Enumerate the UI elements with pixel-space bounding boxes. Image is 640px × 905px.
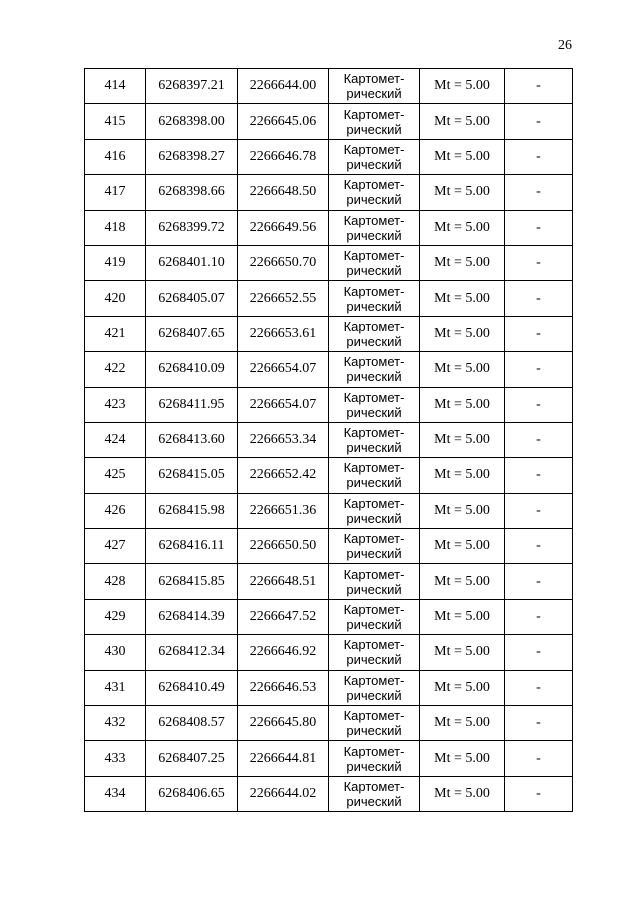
x-coordinate-cell: 6268406.65 xyxy=(146,776,238,811)
y-coordinate-cell: 2266653.61 xyxy=(238,316,329,351)
method-line-2: рический xyxy=(346,617,402,633)
x-coordinate-cell: 6268399.72 xyxy=(146,210,238,245)
method-cell xyxy=(329,422,420,457)
x-coordinate-cell: 6268413.60 xyxy=(146,422,238,457)
note-cell: - xyxy=(505,635,573,670)
y-coordinate-cell: 2266645.06 xyxy=(238,104,329,139)
method-line-2: рический xyxy=(346,758,402,774)
method-line-2: рический xyxy=(346,192,402,208)
note-cell: - xyxy=(505,529,573,564)
method-line-2: рический xyxy=(346,723,402,739)
method-line-1: Картомет- xyxy=(343,425,405,441)
note-cell: - xyxy=(505,387,573,422)
method-cell xyxy=(329,670,420,705)
point-number-cell: 433 xyxy=(85,741,146,776)
note-cell: - xyxy=(505,69,573,104)
method-line-1: Картомет- xyxy=(343,212,405,228)
point-number-cell: 429 xyxy=(85,599,146,634)
x-coordinate-cell: 6268415.85 xyxy=(146,564,238,599)
method-line-2: рический xyxy=(346,510,402,526)
table-row xyxy=(85,175,573,210)
y-coordinate-cell: 2266651.36 xyxy=(238,493,329,528)
x-coordinate-cell: 6268407.65 xyxy=(146,316,238,351)
point-number-cell: 414 xyxy=(85,69,146,104)
method-line-1: Картомет- xyxy=(343,566,405,582)
method-line-1: Картомет- xyxy=(343,708,405,724)
table-row xyxy=(85,387,573,422)
table-row xyxy=(85,670,573,705)
method-cell xyxy=(329,458,420,493)
y-coordinate-cell: 2266649.56 xyxy=(238,210,329,245)
x-coordinate-cell: 6268415.98 xyxy=(146,493,238,528)
point-number-cell: 422 xyxy=(85,352,146,387)
accuracy-cell: Mt = 5.00 xyxy=(420,69,505,104)
method-line-2: рический xyxy=(346,581,402,597)
note-cell: - xyxy=(505,281,573,316)
table-row xyxy=(85,706,573,741)
y-coordinate-cell: 2266652.55 xyxy=(238,281,329,316)
table-row xyxy=(85,104,573,139)
page-number: 26 xyxy=(558,38,572,53)
x-coordinate-cell: 6268398.66 xyxy=(146,175,238,210)
method-line-2: рический xyxy=(346,794,402,809)
method-line-2: рический xyxy=(346,227,402,243)
method-line-1: Картомет- xyxy=(343,779,405,794)
y-coordinate-cell: 2266646.53 xyxy=(238,670,329,705)
method-line-2: рический xyxy=(346,298,402,314)
method-line-2: рический xyxy=(346,687,402,703)
table-row xyxy=(85,776,573,811)
method-line-1: Картомет- xyxy=(343,354,405,370)
method-line-2: рический xyxy=(346,404,402,420)
point-number-cell: 430 xyxy=(85,635,146,670)
table-row xyxy=(85,599,573,634)
point-number-cell: 415 xyxy=(85,104,146,139)
x-coordinate-cell: 6268411.95 xyxy=(146,387,238,422)
method-line-1: Картомет- xyxy=(343,389,405,405)
accuracy-cell: Mt = 5.00 xyxy=(420,599,505,634)
table-row xyxy=(85,741,573,776)
method-line-2: рический xyxy=(346,546,402,562)
point-number-cell: 432 xyxy=(85,706,146,741)
y-coordinate-cell: 2266654.07 xyxy=(238,387,329,422)
point-number-cell: 424 xyxy=(85,422,146,457)
point-number-cell: 421 xyxy=(85,316,146,351)
point-number-cell: 420 xyxy=(85,281,146,316)
point-number-cell: 416 xyxy=(85,139,146,174)
accuracy-cell: Mt = 5.00 xyxy=(420,670,505,705)
note-cell: - xyxy=(505,706,573,741)
table-row xyxy=(85,139,573,174)
x-coordinate-cell: 6268398.27 xyxy=(146,139,238,174)
method-line-1: Картомет- xyxy=(343,637,405,653)
y-coordinate-cell: 2266652.42 xyxy=(238,458,329,493)
table-row xyxy=(85,352,573,387)
accuracy-cell: Mt = 5.00 xyxy=(420,316,505,351)
method-cell xyxy=(329,529,420,564)
accuracy-cell: Mt = 5.00 xyxy=(420,564,505,599)
note-cell: - xyxy=(505,316,573,351)
x-coordinate-cell: 6268410.09 xyxy=(146,352,238,387)
y-coordinate-cell: 2266648.51 xyxy=(238,564,329,599)
point-number-cell: 434 xyxy=(85,776,146,811)
note-cell: - xyxy=(505,458,573,493)
table-row xyxy=(85,245,573,280)
note-cell: - xyxy=(505,352,573,387)
note-cell: - xyxy=(505,245,573,280)
accuracy-cell: Mt = 5.00 xyxy=(420,458,505,493)
table-row xyxy=(85,281,573,316)
point-number-cell: 427 xyxy=(85,529,146,564)
y-coordinate-cell: 2266646.92 xyxy=(238,635,329,670)
table-row xyxy=(85,210,573,245)
accuracy-cell: Mt = 5.00 xyxy=(420,175,505,210)
note-cell: - xyxy=(505,670,573,705)
method-cell xyxy=(329,776,420,811)
point-number-cell: 425 xyxy=(85,458,146,493)
method-line-1: Картомет- xyxy=(343,318,405,334)
y-coordinate-cell: 2266650.70 xyxy=(238,245,329,280)
method-cell xyxy=(329,706,420,741)
accuracy-cell: Mt = 5.00 xyxy=(420,493,505,528)
method-line-2: рический xyxy=(346,652,402,668)
note-cell: - xyxy=(505,104,573,139)
method-cell xyxy=(329,316,420,351)
method-line-1: Картомет- xyxy=(343,531,405,547)
accuracy-cell: Mt = 5.00 xyxy=(420,706,505,741)
note-cell: - xyxy=(505,599,573,634)
note-cell: - xyxy=(505,139,573,174)
method-line-1: Картомет- xyxy=(343,602,405,618)
method-cell xyxy=(329,741,420,776)
accuracy-cell: Mt = 5.00 xyxy=(420,104,505,139)
note-cell: - xyxy=(505,493,573,528)
point-number-cell: 431 xyxy=(85,670,146,705)
method-line-1: Картомет- xyxy=(343,460,405,476)
table-row xyxy=(85,422,573,457)
accuracy-cell: Mt = 5.00 xyxy=(420,422,505,457)
x-coordinate-cell: 6268414.39 xyxy=(146,599,238,634)
accuracy-cell: Mt = 5.00 xyxy=(420,245,505,280)
x-coordinate-cell: 6268401.10 xyxy=(146,245,238,280)
method-line-2: рический xyxy=(346,263,402,279)
accuracy-cell: Mt = 5.00 xyxy=(420,529,505,564)
x-coordinate-cell: 6268407.25 xyxy=(146,741,238,776)
y-coordinate-cell: 2266650.50 xyxy=(238,529,329,564)
method-line-1: Картомет- xyxy=(343,106,405,122)
y-coordinate-cell: 2266653.34 xyxy=(238,422,329,457)
table-row xyxy=(85,69,573,104)
method-line-2: рический xyxy=(346,475,402,491)
coordinates-table xyxy=(84,68,573,812)
table-row xyxy=(85,529,573,564)
accuracy-cell: Mt = 5.00 xyxy=(420,210,505,245)
accuracy-cell: Mt = 5.00 xyxy=(420,139,505,174)
method-line-1: Картомет- xyxy=(343,743,405,759)
method-cell xyxy=(329,104,420,139)
method-cell xyxy=(329,175,420,210)
x-coordinate-cell: 6268398.00 xyxy=(146,104,238,139)
y-coordinate-cell: 2266648.50 xyxy=(238,175,329,210)
method-cell xyxy=(329,139,420,174)
method-line-2: рический xyxy=(346,156,402,172)
method-cell xyxy=(329,599,420,634)
table-row xyxy=(85,316,573,351)
point-number-cell: 428 xyxy=(85,564,146,599)
method-line-2: рический xyxy=(346,86,402,102)
method-line-1: Картомет- xyxy=(343,495,405,511)
method-cell xyxy=(329,210,420,245)
method-line-1: Картомет- xyxy=(343,248,405,264)
method-cell xyxy=(329,69,420,104)
x-coordinate-cell: 6268416.11 xyxy=(146,529,238,564)
x-coordinate-cell: 6268405.07 xyxy=(146,281,238,316)
y-coordinate-cell: 2266654.07 xyxy=(238,352,329,387)
note-cell: - xyxy=(505,776,573,811)
accuracy-cell: Mt = 5.00 xyxy=(420,635,505,670)
method-cell xyxy=(329,387,420,422)
method-line-2: рический xyxy=(346,121,402,137)
table-row xyxy=(85,564,573,599)
note-cell: - xyxy=(505,210,573,245)
note-cell: - xyxy=(505,741,573,776)
point-number-cell: 417 xyxy=(85,175,146,210)
table-row xyxy=(85,635,573,670)
y-coordinate-cell: 2266647.52 xyxy=(238,599,329,634)
table-row xyxy=(85,458,573,493)
note-cell: - xyxy=(505,564,573,599)
table-row xyxy=(85,493,573,528)
x-coordinate-cell: 6268408.57 xyxy=(146,706,238,741)
x-coordinate-cell: 6268397.21 xyxy=(146,69,238,104)
note-cell: - xyxy=(505,422,573,457)
method-cell xyxy=(329,281,420,316)
accuracy-cell: Mt = 5.00 xyxy=(420,741,505,776)
method-line-1: Картомет- xyxy=(343,283,405,299)
y-coordinate-cell: 2266644.81 xyxy=(238,741,329,776)
point-number-cell: 419 xyxy=(85,245,146,280)
accuracy-cell: Mt = 5.00 xyxy=(420,387,505,422)
method-cell xyxy=(329,635,420,670)
method-line-1: Картомет- xyxy=(343,177,405,193)
method-cell xyxy=(329,245,420,280)
method-line-1: Картомет- xyxy=(343,141,405,157)
point-number-cell: 418 xyxy=(85,210,146,245)
note-cell: - xyxy=(505,175,573,210)
y-coordinate-cell: 2266644.00 xyxy=(238,69,329,104)
method-line-1: Картомет- xyxy=(343,672,405,688)
method-cell xyxy=(329,352,420,387)
method-cell xyxy=(329,493,420,528)
accuracy-cell: Mt = 5.00 xyxy=(420,352,505,387)
coordinates-table-body xyxy=(85,69,573,812)
method-line-2: рический xyxy=(346,369,402,385)
x-coordinate-cell: 6268415.05 xyxy=(146,458,238,493)
x-coordinate-cell: 6268412.34 xyxy=(146,635,238,670)
method-line-1: Картомет- xyxy=(343,71,405,87)
method-line-2: рический xyxy=(346,440,402,456)
accuracy-cell: Mt = 5.00 xyxy=(420,776,505,811)
method-cell xyxy=(329,564,420,599)
point-number-cell: 423 xyxy=(85,387,146,422)
x-coordinate-cell: 6268410.49 xyxy=(146,670,238,705)
point-number-cell: 426 xyxy=(85,493,146,528)
accuracy-cell: Mt = 5.00 xyxy=(420,281,505,316)
y-coordinate-cell: 2266646.78 xyxy=(238,139,329,174)
method-line-2: рический xyxy=(346,333,402,349)
y-coordinate-cell: 2266645.80 xyxy=(238,706,329,741)
y-coordinate-cell: 2266644.02 xyxy=(238,776,329,811)
